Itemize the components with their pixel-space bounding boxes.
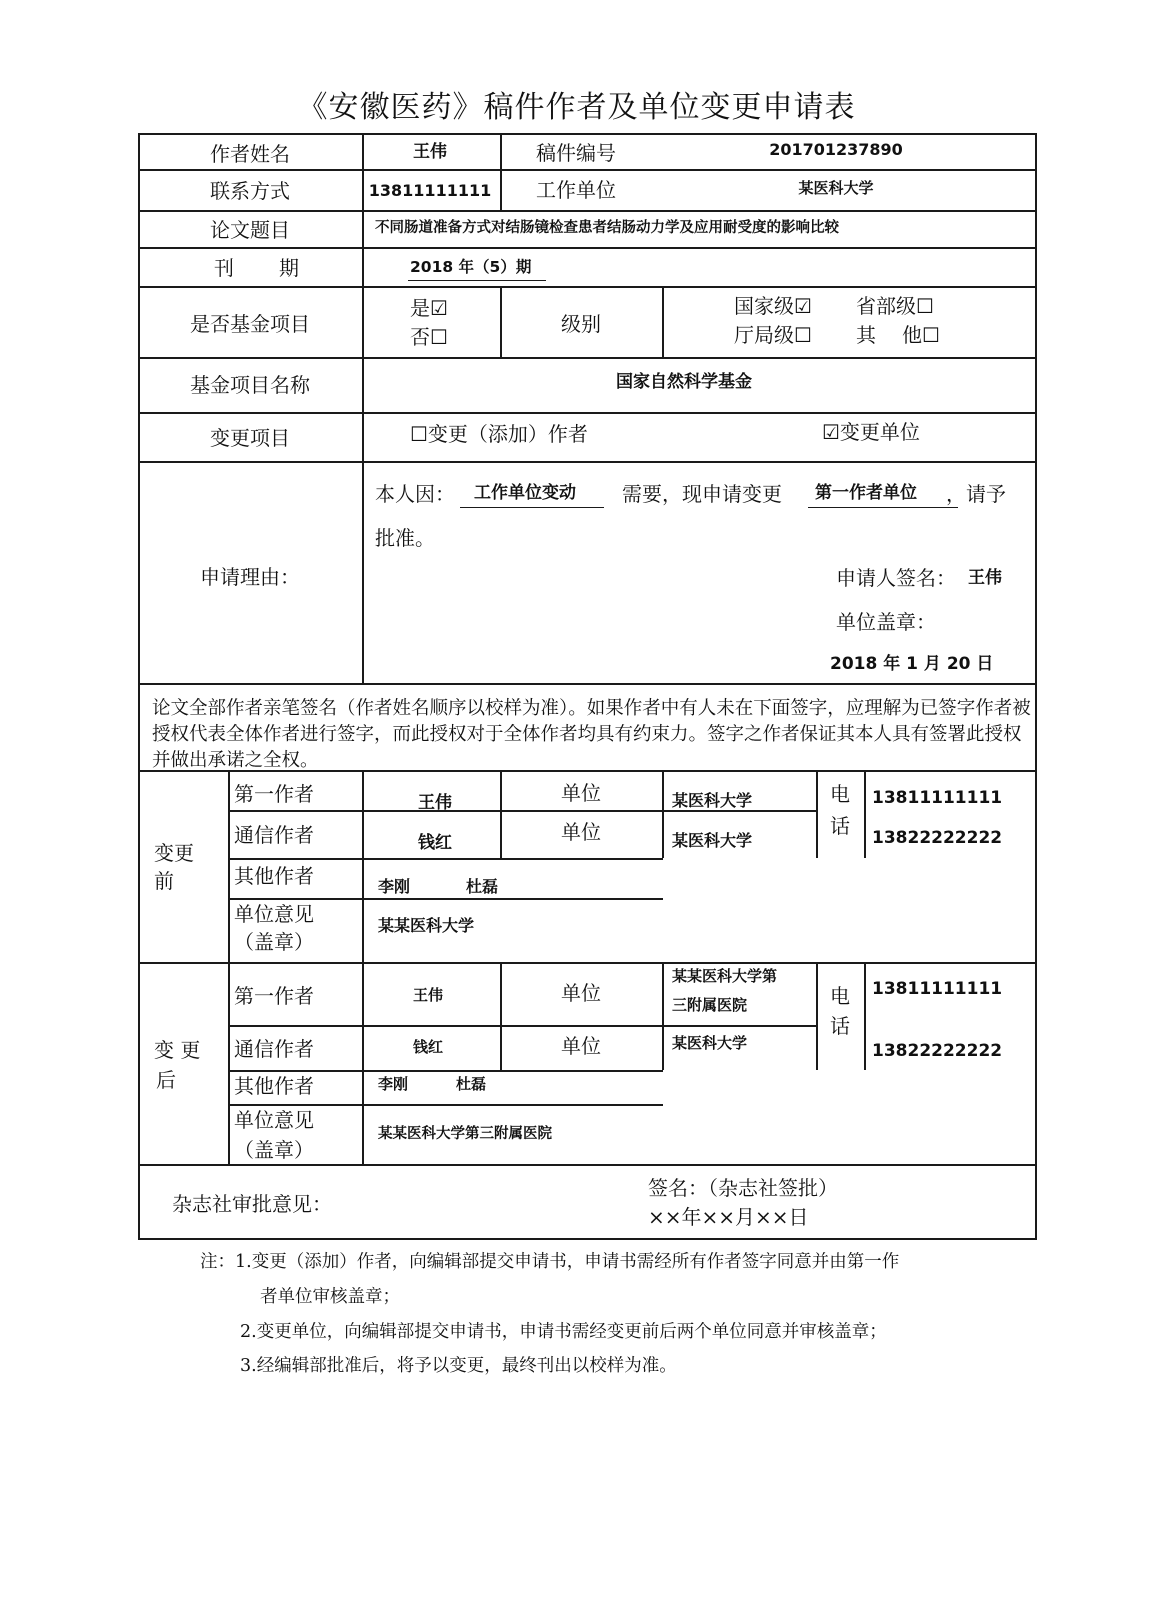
change-author-checkbox[interactable]: ☐变更（添加）作者 bbox=[410, 422, 588, 446]
before-label-1: 变更 bbox=[154, 841, 194, 865]
contact-label: 联系方式 bbox=[210, 179, 290, 203]
before-other-author-label: 其他作者 bbox=[234, 864, 314, 888]
change-unit-checkbox[interactable]: ☑变更单位 bbox=[822, 420, 920, 444]
before-other-author-2: 杜磊 bbox=[466, 877, 499, 896]
issue-underline bbox=[408, 280, 546, 281]
level-label: 级别 bbox=[561, 312, 601, 336]
after-other-author-1: 李刚 bbox=[378, 1075, 409, 1093]
before-unit-label-1: 单位 bbox=[561, 781, 601, 805]
after-other-author-label: 其他作者 bbox=[234, 1074, 314, 1098]
after-label-2: 后 bbox=[156, 1068, 176, 1092]
after-label-1: 变 更 bbox=[154, 1038, 201, 1062]
after-first-author-value: 王伟 bbox=[412, 986, 444, 1004]
level-department-checkbox[interactable]: 厅局级☐ bbox=[734, 323, 812, 347]
issue-label-1: 刊 bbox=[214, 256, 234, 280]
before-unit-opinion-value: 某某医科大学 bbox=[378, 916, 475, 935]
fund-label: 是否基金项目 bbox=[190, 312, 310, 336]
after-corr-author-label: 通信作者 bbox=[234, 1037, 314, 1061]
after-phone-2-value: 13822222222 bbox=[872, 1041, 1003, 1061]
before-label-2: 前 bbox=[154, 869, 174, 893]
paper-title-label: 论文题目 bbox=[210, 218, 290, 242]
note-3: 3.经编辑部批准后，将予以变更，最终刊出以校样为准。 bbox=[240, 1356, 677, 1376]
before-unit-2-value: 某医科大学 bbox=[672, 831, 753, 850]
before-corr-author-value: 钱红 bbox=[418, 833, 452, 853]
after-unit-1-line2: 三附属医院 bbox=[672, 996, 748, 1014]
before-corr-author-label: 通信作者 bbox=[234, 823, 314, 847]
fund-name-label: 基金项目名称 bbox=[190, 373, 310, 397]
level-national-checkbox[interactable]: 国家级☑ bbox=[734, 294, 812, 318]
fund-no-checkbox[interactable]: 否☐ bbox=[410, 325, 448, 349]
reason-value: 工作单位变动 bbox=[474, 483, 576, 503]
paper-title-value: 不同肠道准备方式对结肠镜检查患者结肠动力学及应用耐受度的影响比较 bbox=[375, 220, 839, 236]
manuscript-no-label: 稿件编号 bbox=[536, 141, 616, 165]
before-first-author-label: 第一作者 bbox=[234, 782, 314, 806]
note-1-line-2: 者单位审核盖章； bbox=[260, 1287, 400, 1307]
before-first-author-value: 王伟 bbox=[418, 793, 452, 813]
unit-seal-label: 单位盖章： bbox=[836, 610, 936, 634]
author-name-label: 作者姓名 bbox=[210, 142, 290, 166]
level-other-label: 其 bbox=[856, 323, 876, 347]
reason-prefix: 本人因： bbox=[375, 482, 455, 506]
before-other-author-1: 李刚 bbox=[378, 877, 411, 896]
before-phone-label-2: 话 bbox=[830, 814, 850, 838]
note-1-line-1: 注：1.变更（添加）作者，向编辑部提交申请书，申请书需经所有作者签字同意并由第一作 bbox=[200, 1252, 900, 1272]
after-first-author-label: 第一作者 bbox=[234, 984, 314, 1008]
fund-yes-checkbox[interactable]: 是☑ bbox=[410, 296, 448, 320]
journal-sign-label: 签名：（杂志社签批） bbox=[648, 1176, 838, 1200]
journal-opinion-label: 杂志社审批意见： bbox=[172, 1192, 332, 1216]
after-unit-opinion-label-1: 单位意见 bbox=[234, 1108, 314, 1132]
after-phone-1-value: 13811111111 bbox=[872, 979, 1003, 999]
work-unit-value: 某医科大学 bbox=[798, 179, 874, 197]
after-phone-label-1: 电 bbox=[830, 984, 850, 1008]
form-title: 《安徽医药》稿件作者及单位变更申请表 bbox=[297, 90, 856, 125]
before-unit-1-value: 某医科大学 bbox=[672, 791, 753, 810]
before-phone-2-value: 13822222222 bbox=[872, 828, 1003, 848]
after-corr-author-value: 钱红 bbox=[412, 1038, 444, 1056]
after-unit-opinion-value: 某某医科大学第三附属医院 bbox=[378, 1126, 552, 1142]
before-phone-1-value: 13811111111 bbox=[872, 788, 1003, 808]
reason-middle: 需要，现申请变更 bbox=[622, 482, 782, 506]
apply-reason-label: 申请理由： bbox=[200, 565, 300, 589]
before-phone-label-1: 电 bbox=[830, 782, 850, 806]
applicant-sign-label: 申请人签名： bbox=[836, 566, 956, 590]
signature-statement: 论文全部作者亲笔签名（作者姓名顺序以校样为准）。如果作者中有人未在下面签字，应理解为已签字作者被授权代表全体作者进行签字，而此授权对于全体作者均具有约束力。签字之作者保证其本人具有签署此授权并做出承诺之全权。 bbox=[152, 698, 1031, 771]
applicant-sign-value: 王伟 bbox=[968, 568, 1002, 588]
work-unit-label: 工作单位 bbox=[536, 178, 616, 202]
before-unit-opinion-label-1: 单位意见 bbox=[234, 902, 314, 926]
after-unit-2-value: 某医科大学 bbox=[672, 1034, 748, 1052]
journal-date: ××年××月××日 bbox=[648, 1205, 809, 1229]
level-other-checkbox[interactable]: 他☐ bbox=[902, 323, 940, 347]
after-unit-label-2: 单位 bbox=[561, 1034, 601, 1058]
after-unit-label-1: 单位 bbox=[561, 981, 601, 1005]
after-unit-1-line1: 某某医科大学第 bbox=[672, 967, 778, 985]
after-other-author-2: 杜磊 bbox=[456, 1075, 487, 1093]
issue-value: 2018 年（5）期 bbox=[410, 258, 532, 276]
apply-date: 2018 年 1 月 20 日 bbox=[830, 654, 994, 674]
change-item-label: 变更项目 bbox=[210, 426, 290, 450]
reason-underline bbox=[460, 507, 604, 508]
before-unit-label-2: 单位 bbox=[561, 820, 601, 844]
after-phone-label-2: 话 bbox=[830, 1014, 850, 1038]
issue-label-2: 期 bbox=[279, 256, 299, 280]
author-name-value: 王伟 bbox=[413, 142, 447, 162]
reason-suffix: ，请予 bbox=[946, 482, 1006, 506]
contact-phone-value: 13811111111 bbox=[368, 181, 492, 200]
reason-underline-2 bbox=[808, 507, 958, 508]
after-unit-opinion-label-2: （盖章） bbox=[234, 1138, 314, 1162]
level-provincial-checkbox[interactable]: 省部级☐ bbox=[856, 294, 934, 318]
fund-name-value: 国家自然科学基金 bbox=[616, 372, 752, 392]
reason-value2: 第一作者单位 bbox=[815, 483, 917, 503]
manuscript-no-value: 201701237890 bbox=[769, 140, 903, 159]
note-2: 2.变更单位，向编辑部提交申请书，申请书需经变更前后两个单位同意并审核盖章； bbox=[240, 1322, 887, 1342]
before-unit-opinion-label-2: （盖章） bbox=[234, 930, 314, 954]
reason-end: 批准。 bbox=[375, 526, 435, 550]
